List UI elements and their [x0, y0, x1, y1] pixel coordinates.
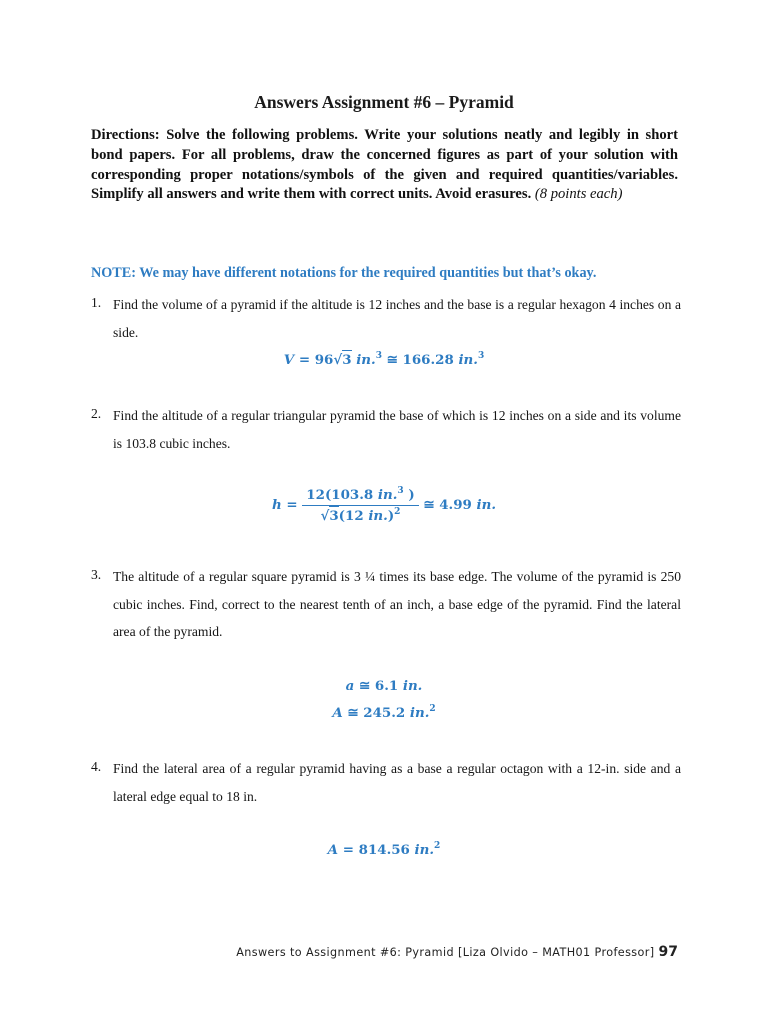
- problem-text: Find the altitude of a regular triangular pyramid the base of which is 12 inches on a side and its volume is 103.8 cubic inches.: [113, 408, 681, 451]
- problem-number: 4.: [91, 759, 102, 774]
- answer-4: A = 814.56 in.$^2$: [327, 841, 441, 858]
- answer-1: V = 96√3 in.$^3$ ≅ 166.28 in.$^3$: [283, 351, 485, 368]
- answer-2: h = $\frac{12(103.8 in.^3 )}{√3(12 in.)^2}$ ≅ 4.99 in.: [271, 486, 497, 524]
- answer-value: 814.56: [358, 842, 410, 858]
- answer-fraction: [302, 487, 418, 524]
- answer-value: 6.1: [374, 678, 399, 694]
- directions-text: Directions: Solve the following problems. Write your solutions neatly and legibly in short bond papers. For all problems, draw the concerned figures as part of your solution with corresponding proper notations/symbols of the given and required quantities/variables. Simplify all answers and write them with correct units. Avoid erasures.: [91, 127, 678, 203]
- directions-points: (8 points each): [534, 186, 623, 203]
- page-title: Answers Assignment #6 – Pyramid: [254, 92, 514, 112]
- note-text: NOTE: We may have different notations for the required quantities but that’s okay.: [91, 265, 597, 281]
- answer-unit: in.: [476, 497, 497, 513]
- fraction-denominator: √3(12 in.)$^2$: [320, 507, 401, 524]
- answer-unit: in.: [356, 352, 376, 368]
- answer-value: 245.2: [363, 705, 406, 721]
- answer-variable: V: [283, 352, 295, 368]
- problem-text: Find the volume of a pyramid if the altitude is 12 inches and the base is a regular hexagon 4 inches on a side.: [113, 297, 681, 340]
- answer-radicand: 3: [342, 352, 352, 368]
- page-number: 97: [658, 944, 678, 960]
- footer-text: Answers to Assignment #6: Pyramid [Liza Olvido – MATH01 Professor]: [236, 946, 655, 959]
- answer-approx: 166.28: [402, 352, 454, 368]
- answer-unit: in.: [402, 678, 423, 694]
- problem-text: The altitude of a regular square pyramid is 3 ¼ times its base edge. The volume of the pyramid is 250 cubic inches. Find, correct to the nearest tenth of an inch, a base edge of the pyramid. Find the lateral area of the pyramid.: [113, 569, 681, 639]
- answer-variable: A: [332, 705, 343, 721]
- answer-unit: in.: [458, 352, 478, 368]
- answer-coefficient: 96: [314, 352, 334, 368]
- problem-text: Find the lateral area of a regular pyramid having as a base a regular octagon with a 12-in. side and a lateral edge equal to 18 in.: [113, 761, 681, 804]
- answer-variable: a: [345, 678, 355, 694]
- problem-number: 1.: [91, 295, 102, 310]
- answer-approx: 4.99: [439, 497, 472, 513]
- problem-number: 3.: [91, 567, 102, 582]
- answer-unit: in.: [414, 842, 435, 858]
- answer-3b: A ≅ 245.2 in.$^2$: [332, 704, 436, 721]
- problem-number: 2.: [91, 406, 102, 421]
- fraction-numerator: 12(103.8 in.$^3$ ): [302, 487, 418, 506]
- answer-3a: a ≅ 6.1 in.: [345, 678, 423, 694]
- directions-paragraph: [91, 126, 678, 205]
- answer-variable: h: [271, 497, 282, 513]
- page-footer: [236, 944, 678, 960]
- answer-variable: A: [327, 842, 339, 858]
- answer-unit: in.: [409, 705, 430, 721]
